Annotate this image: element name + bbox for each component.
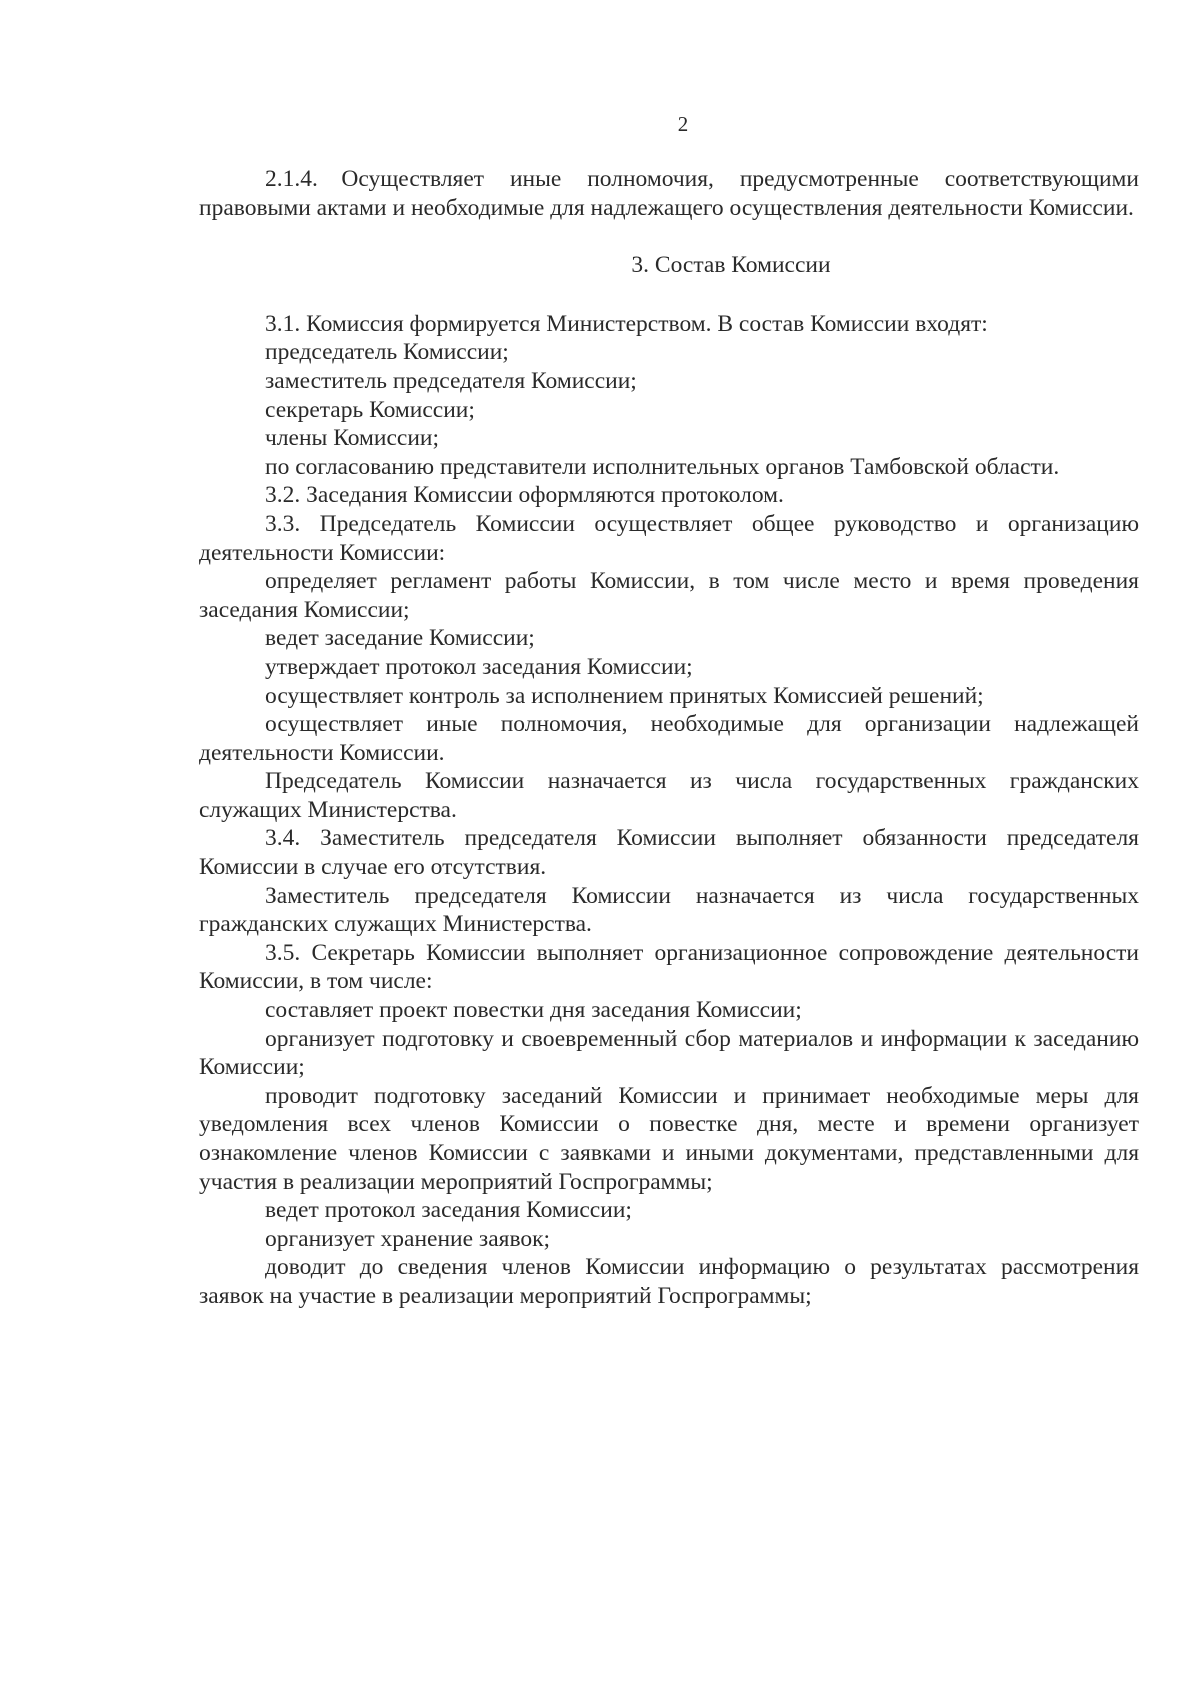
list-item: утверждает протокол заседания Комиссии; (265, 653, 693, 680)
page-number: 2 (677, 112, 689, 136)
list-item: составляет проект повестки дня заседания Комиссии; (265, 997, 802, 1024)
list-item: осуществляет иные полномочия, необходимые для организации надлежащей деятельности Комиссии. (199, 711, 1139, 766)
list-item: заместитель председателя Комиссии; (265, 367, 637, 394)
list-item: доводит до сведения членов Комиссии информацию о результатах рассмотрения заявок на участие в реализации мероприятий Госпрограммы; (199, 1254, 1139, 1309)
document-body (199, 165, 1139, 1311)
list-item: по согласованию представители исполнительных органов Тамбовской области. (265, 453, 1060, 480)
paragraph: Заместитель председателя Комиссии назначается из числа государственных гражданских служащих Министерства. (199, 882, 1139, 938)
paragraph: 3.1. Комиссия формируется Министерством. В состав Комиссии входят: (265, 310, 988, 337)
list-item: осуществляет контроль за исполнением принятых Комиссией решений; (265, 682, 984, 709)
list-item: проводит подготовку заседаний Комиссии и принимает необходимые меры для уведомления всех членов Комиссии о повестке дня, месте и времени организует ознакомление членов Комиссии с заявками и иными документами, представленными для участия в реализации мероприятий Госпрограммы; (199, 1082, 1139, 1195)
paragraph: 3.5. Секретарь Комиссии выполняет организационное сопровождение деятельности Комиссии, в том числе: (199, 939, 1139, 995)
list-item: ведет заседание Комиссии; (265, 625, 535, 652)
paragraph-2-1-4: 2.1.4. Осуществляет иные полномочия, предусмотренные соответствующими правовыми актами и необходимые для надлежащего осуществления деятельности Комиссии. (199, 166, 1139, 221)
list-item: определяет регламент работы Комиссии, в том числе место и время проведения заседания Комиссии; (199, 568, 1139, 623)
paragraph: 3.4. Заместитель председателя Комиссии выполняет обязанности председателя Комиссии в случае его отсутствия. (199, 825, 1139, 881)
list-item: члены Комиссии; (265, 425, 440, 452)
paragraph: 3.3. Председатель Комиссии осуществляет общее руководство и организацию деятельности Комиссии: (199, 510, 1139, 566)
list-item: секретарь Комиссии; (265, 396, 475, 423)
list-item: ведет протокол заседания Комиссии; (265, 1197, 632, 1224)
list-item: организует подготовку и своевременный сбор материалов и информации к заседанию Комиссии; (199, 1025, 1139, 1081)
section-heading: 3. Состав Комиссии (631, 252, 831, 279)
list-item: организует хранение заявок; (265, 1225, 551, 1252)
paragraph: 3.2. Заседания Комиссии оформляются протоколом. (265, 482, 784, 509)
paragraph: Председатель Комиссии назначается из числа государственных гражданских служащих Министерства. (199, 768, 1139, 823)
list-item: председатель Комиссии; (265, 339, 509, 366)
